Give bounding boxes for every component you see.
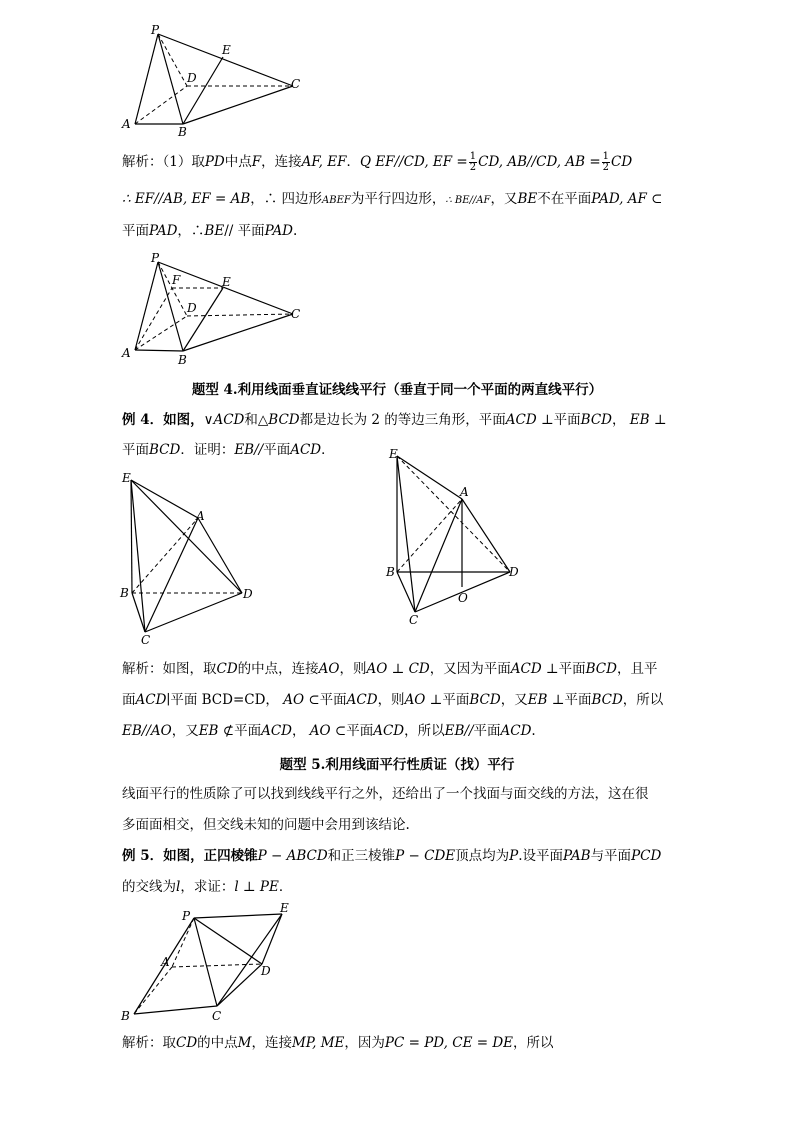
label-a: A [161, 955, 170, 969]
solution-1-line-1: 解析：（1）取PD中点F，连接AF, EF．Q EF//CD, EF = $\frac{1}{2}$ CD, AB//CD, AB = $\frac{1}{2}$ CD [122, 151, 633, 173]
edge-ab [135, 350, 183, 351]
section-heading-type-5: 题型 5.利用线面平行性质证（找）平行 [279, 757, 515, 773]
edge-ea [397, 456, 462, 499]
label-a: A [196, 509, 205, 523]
solution-4-line-3: EB//AO，又EB ⊄平面ACD， AO ⊂平面ACD，所以EB//平面ACD. [122, 723, 536, 739]
edge-ed [397, 456, 510, 572]
fraction-half: $\frac{1}{2}$ [602, 151, 610, 173]
label-e: E [280, 901, 289, 915]
label-a: A [460, 485, 469, 499]
label-c: C [409, 613, 419, 627]
figure-tetrahedron-with-o [383, 446, 533, 631]
edge-dc [187, 314, 293, 316]
label-c: C [141, 633, 151, 647]
label-p: P [151, 23, 160, 37]
edge-pa [172, 918, 194, 967]
paragraph-5-line-2: 多面面相交，但交线未知的问题中会用到该结论. [122, 817, 410, 833]
example-5-line-2: 的交线为l，求证：l ⊥ PE． [122, 879, 293, 895]
label-b: B [178, 353, 187, 367]
label-b: B [386, 565, 395, 579]
edge-ec [217, 914, 282, 1006]
paragraph-5-line-1: 线面平行的性质除了可以找到线线平行之外，还给出了一个找面与面交线的方法，这在很 [122, 786, 649, 802]
solution-1-line-3: 平面PAD，∴BE// 平面PAD. [122, 223, 298, 239]
edge-cd [217, 964, 262, 1006]
label-b: B [178, 125, 187, 139]
label-c: C [291, 77, 301, 91]
label-e: E [222, 275, 231, 289]
edge-pb [158, 34, 183, 124]
label-p: P [182, 909, 191, 923]
label-e: E [222, 43, 231, 57]
edge-pc [158, 34, 293, 86]
edge-pe [194, 914, 282, 918]
label-c: C [291, 307, 301, 321]
example-4-line-1: 例 4．如图，∨ACD和△BCD都是边长为 2 的等边三角形，平面ACD ⊥平面BCD， EB ⊥ [122, 412, 667, 428]
figure-pyramid-with-f [115, 248, 315, 373]
label-d: D [187, 71, 197, 85]
edge-bc [183, 314, 293, 351]
edge-pd [158, 262, 187, 316]
figure-pyramid-pabcd-e [115, 20, 315, 140]
edge-pd [158, 34, 187, 86]
solution-4-line-2: 面ACD∣平面 BCD=CD， AO ⊂平面ACD，则AO ⊥平面BCD，又EB ⊥平面BCD，所以 [122, 692, 664, 708]
edge-ad [172, 964, 262, 967]
edge-bc [183, 86, 293, 124]
label-p: P [151, 251, 160, 265]
solution-4-line-1: 解析：如图，取CD的中点，连接AO，则AO ⊥ CD，又因为平面ACD ⊥平面BCD，且平 [122, 661, 658, 677]
label-e: E [389, 447, 398, 461]
example-5-line-1: 例 5．如图，正四棱锥P − ABCD和正三棱锥P − CDE顶点均为P.设平面PAB与平面PCD [122, 848, 662, 864]
label-d: D [243, 587, 253, 601]
edge-bc [134, 1006, 217, 1014]
label-d: D [187, 301, 197, 315]
label-b: B [121, 1009, 130, 1023]
label-a: A [122, 117, 131, 131]
solution-1-line-2: ∴ EF//AB, EF = AB，∴ 四边形ABEF为平行四边形，∴ BE//AF，又BE不在平面PAD, AF ⊂ [122, 191, 663, 207]
fraction-half: $\frac{1}{2}$ [469, 151, 477, 173]
edge-be [183, 288, 223, 351]
edge-ea [131, 480, 198, 518]
edge-ad [462, 499, 510, 572]
label-f: F [172, 273, 181, 287]
figure-pyramid-pabcd-cde [112, 900, 302, 1025]
edge-ab [134, 967, 172, 1014]
edge-be [183, 57, 223, 124]
edge-ec [397, 456, 415, 612]
solution-5-line-1: 解析：取CD的中点M，连接MP, ME，因为PC = PD, CE = DE，所以 [122, 1035, 554, 1051]
label-c: C [212, 1009, 222, 1023]
label-a: A [122, 346, 131, 360]
edge-ed [131, 480, 242, 593]
label-b: B [120, 586, 129, 600]
edge-ba [132, 518, 198, 593]
edge-pa [135, 34, 158, 124]
edge-cd [145, 593, 242, 632]
edge-af [135, 288, 172, 350]
section-heading-type-4: 题型 4.利用线面垂直证线线平行（垂直于同一个平面的两直线平行） [191, 382, 603, 398]
edge-eb [131, 480, 132, 593]
label-d: D [261, 964, 271, 978]
label-e: E [122, 471, 131, 485]
edge-ca [145, 518, 198, 632]
figure-tetrahedron-ebcd [112, 468, 272, 653]
example-4-line-2: 平面BCD．证明：EB//平面ACD． [122, 442, 335, 458]
label-o: O [458, 591, 468, 605]
label-d: D [509, 565, 519, 579]
